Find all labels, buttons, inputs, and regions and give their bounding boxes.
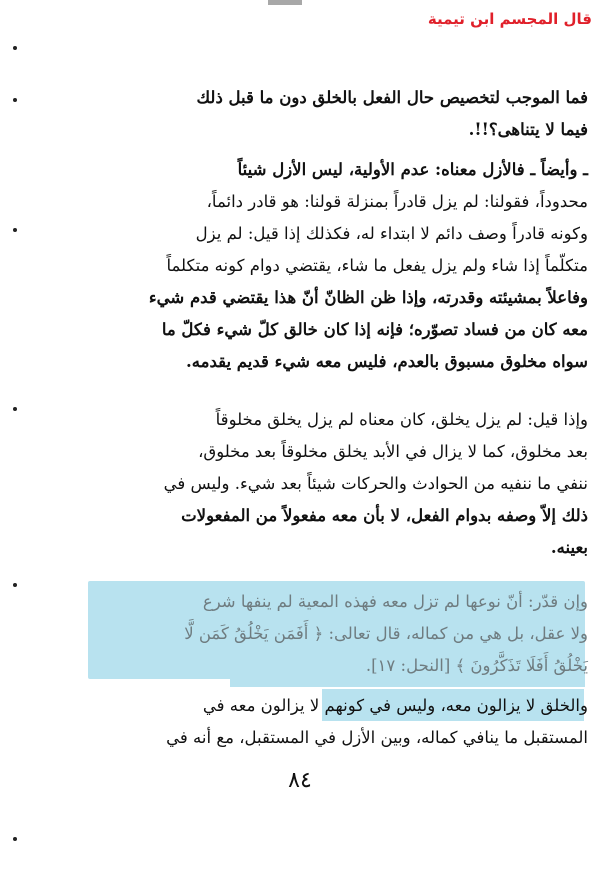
paragraph-1 <box>0 82 588 146</box>
text-line: سواه مخلوق مسبوق بالعدم، فليس معه شيء قديم يقدمه. <box>186 352 588 371</box>
text-line: ـ وأيضاً ـ فالأزل معناه: عدم الأولية، ليس الأزل شيئاً <box>237 160 588 179</box>
paragraph-4-quran <box>0 586 588 682</box>
text-line: معه كان من فساد تصوّره؛ فإنه إذا كان خالق كلّ شيء فكلّ ما <box>161 320 588 339</box>
text-line: وكونه قادراً وصف دائم لا ابتداء له، فكذلك إذا قيل: لم يزل <box>195 224 588 243</box>
margin-dot <box>13 837 17 841</box>
text-line: وإن قدّر: أنّ نوعها لم تزل معه فهذه المعية لم ينفها شرع <box>202 592 588 611</box>
text-line: متكلّماً إذا شاء ولم يزل يفعل ما شاء، يقتضي دوام كونه متكلماً <box>166 256 588 275</box>
text-line: ذلك إلاّ وصفه بدوام الفعل، لا بأن معه مفعولاً من المفعولات <box>181 506 588 525</box>
paragraph-2 <box>0 154 588 378</box>
paragraph-5 <box>0 690 588 754</box>
margin-dot <box>13 46 17 50</box>
text-line: ننفي ما ننفيه من الحوادث والحركات شيئاً بعد شيء. وليس في <box>163 474 588 493</box>
text-line: محدوداً، فقولنا: لم يزل قادراً بمنزلة قولنا: هو قادر دائماً، <box>206 192 588 211</box>
text-line: فيما لا يتناهى؟!!. <box>468 120 588 139</box>
text-line: والخلق لا يزالون معه، وليس في كونهم لا يزالون معه في <box>202 696 588 715</box>
page-number: ٨٤ <box>288 768 312 793</box>
text-line: يَخْلُقُ أَفَلَا تَذَكَّرُونَ ﴾ [النحل: ١٧]. <box>365 656 588 675</box>
text-line: فما الموجب لتخصيص حال الفعل بالخلق دون ما قبل ذلك <box>196 88 588 107</box>
top-scroll-mark <box>268 0 302 5</box>
paragraph-3 <box>0 404 588 564</box>
text-line: بعد مخلوق، كما لا يزال في الأبد يخلق مخلوقاً بعد مخلوق، <box>198 442 588 461</box>
text-line: المستقبل ما ينافي كماله، وبين الأزل في المستقبل، مع أنه في <box>166 728 588 747</box>
text-line: وفاعلاً بمشيئته وقدرته، وإذا ظن الظانّ أنّ هذا يقتضي قدم شيء <box>148 288 588 307</box>
text-line: وإذا قيل: لم يزل يخلق، كان معناه لم يزل يخلق مخلوقاً <box>215 410 588 429</box>
text-line: ولا عقل، بل هي من كماله، قال تعالى: ﴿ أَفَمَن يَخْلُقُ كَمَن لَّا <box>184 624 588 643</box>
text-line: بعينه. <box>550 538 588 557</box>
page-header: قال المجسم ابن تيمية <box>427 10 592 28</box>
